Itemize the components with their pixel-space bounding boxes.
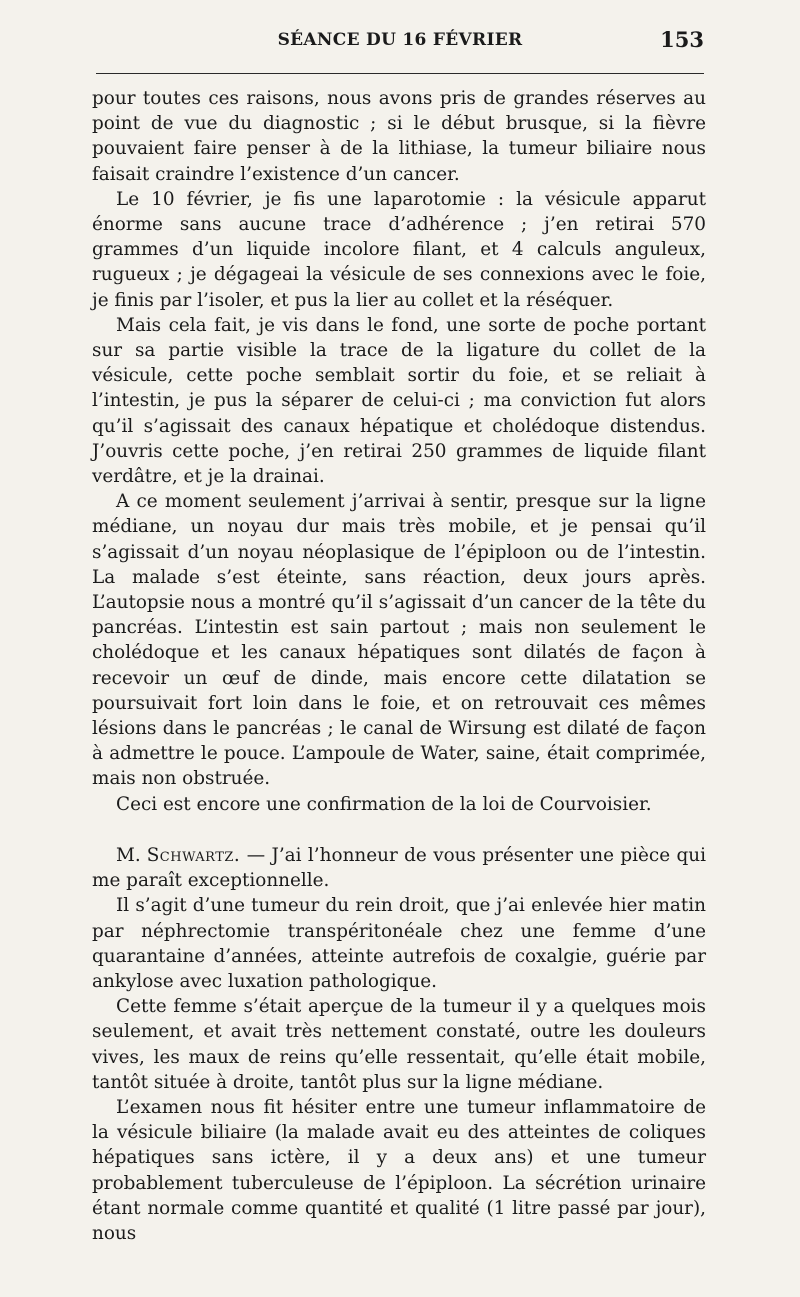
header-rule bbox=[96, 73, 704, 74]
speaker-name: Schwartz. bbox=[146, 844, 241, 866]
paragraph-courvoisier: Ceci est encore une confirmation de la loi de Courvoisier. bbox=[116, 793, 652, 815]
paragraph-laparotomy: Le 10 février, je fis une laparotomie : la vésicule apparut énorme sans aucune trace d’adhérence ; j’en retirai 570 grammes d’un liquide incolore filant, et 4 calculs anguleux, rugueux ; je dégageai la vésicule de ses connexions avec le foie, je finis par l’isoler, et pus la lier au collet et la réséquer. bbox=[92, 188, 706, 311]
paragraph-patient-history: Cette femme s’était aperçue de la tumeur il y a quelques mois seulement, et avait très nettement constaté, outre les douleurs vives, les maux de reins qu’elle ressentait, qu’elle était mobile, tantôt située à droite, tantôt plus sur la ligne médiane. bbox=[92, 996, 706, 1093]
running-head bbox=[96, 27, 704, 60]
intro-text: — J’ai l’honneur de vous présenter une pièce qui me paraît exceptionnelle. bbox=[92, 844, 706, 892]
body-text bbox=[92, 86, 706, 1246]
running-title: SÉANCE DU 16 FÉVRIER bbox=[277, 30, 523, 50]
paragraph-continuation: pour toutes ces raisons, nous avons pris de grandes réserves au point de vue du diagnostic ; si le début brusque, si la fièvre pouvaient faire penser à de la lithiase, la tumeur biliaire nous faisait craindre l’existence d’un cancer. bbox=[92, 88, 706, 185]
paragraph-kidney-tumor: Il s’agit d’une tumeur du rein droit, que j’ai enlevée hier matin par néphrectomie transpéritonéale chez une femme d’une quarantaine d’années, atteinte autrefois de coxalgie, guérie par ankylose avec luxation pathologique. bbox=[92, 895, 706, 992]
paragraph-schwartz-intro bbox=[92, 843, 706, 893]
page-number: 153 bbox=[660, 27, 704, 52]
speaker-prefix: M. bbox=[116, 844, 141, 866]
paragraph-examination: L’examen nous fit hésiter entre une tumeur inflammatoire de la vésicule biliaire (la malade avait eu des atteintes de coliques hépatiques sans ictère, il y a deux ans) et une tumeur probablement tuberculeuse de l’épiploon. La sécrétion urinaire étant normale comme quantité et qualité (1 litre passé par jour), nous bbox=[92, 1096, 706, 1244]
paragraph-pocket: Mais cela fait, je vis dans le fond, une sorte de poche portant sur sa partie visible la trace de la ligature du collet de la vésicule, cette poche semblait sortir du foie, et se reliait à l’intestin, je pus la séparer de celui-ci ; ma conviction fut alors qu’il s’agissait des canaux hépatique et cholédoque distendus. J’ouvris cette poche, j’en retirai 250 grammes de liquide filant verdâtre, et je la drainai. bbox=[92, 314, 706, 488]
paragraph-autopsy: A ce moment seulement j’arrivai à sentir, presque sur la ligne médiane, un noyau dur mais très mobile, et je pensai qu’il s’agissait d’un noyau néoplasique de l’épiploon ou de l’intestin. La malade s’est éteinte, sans réaction, deux jours après. L’autopsie nous a montré qu’il s’agissait d’un cancer de la tête du pancréas. L’intestin est sain partout ; mais non seulement le cholédoque et les canaux hépatiques sont dilatés de façon à recevoir un œuf de dinde, mais encore cette dilatation se poursuivait fort loin dans le foie, et on retrouvait ces mêmes lésions dans le pancréas ; le canal de Wirsung est dilaté de façon à admettre le pouce. L’ampoule de Water, saine, était comprimée, mais non obstruée. bbox=[92, 491, 706, 790]
